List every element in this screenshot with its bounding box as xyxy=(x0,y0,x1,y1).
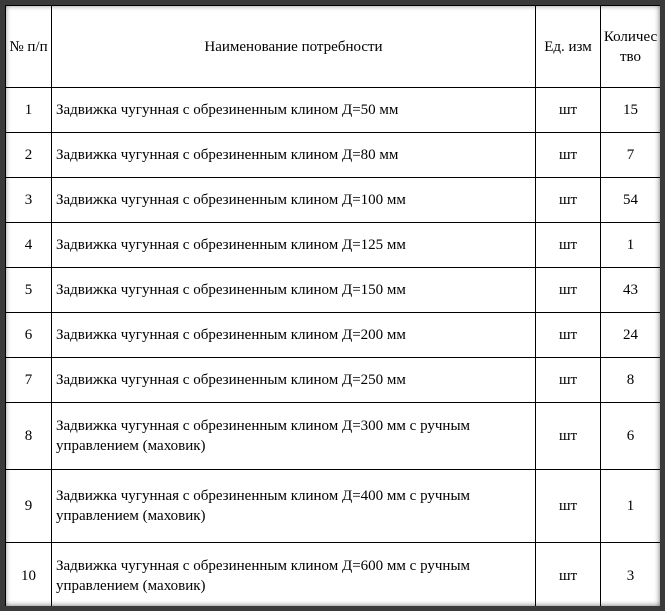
table-row xyxy=(6,178,661,223)
table-row xyxy=(6,543,661,609)
row-num: 7 xyxy=(6,358,52,403)
row-qty: 43 xyxy=(601,268,661,313)
row-name: Задвижка чугунная с обрезиненным клином Д=400 мм с ручным управлением (маховик) xyxy=(52,470,536,543)
table-row xyxy=(6,88,661,133)
row-qty: 7 xyxy=(601,133,661,178)
row-qty: 6 xyxy=(601,403,661,470)
row-num: 10 xyxy=(6,543,52,609)
table-row xyxy=(6,403,661,470)
row-unit: шт xyxy=(536,223,601,268)
row-unit: шт xyxy=(536,358,601,403)
row-num: 6 xyxy=(6,313,52,358)
row-name: Задвижка чугунная с обрезиненным клином Д=125 мм xyxy=(52,223,536,268)
row-unit: шт xyxy=(536,133,601,178)
row-qty: 1 xyxy=(601,223,661,268)
header-num: № п/п xyxy=(6,6,52,88)
row-name: Задвижка чугунная с обрезиненным клином Д=50 мм xyxy=(52,88,536,133)
row-unit: шт xyxy=(536,178,601,223)
row-name: Задвижка чугунная с обрезиненным клином Д=80 мм xyxy=(52,133,536,178)
row-name: Задвижка чугунная с обрезиненным клином Д=100 мм xyxy=(52,178,536,223)
row-num: 5 xyxy=(6,268,52,313)
header-qty: Количество xyxy=(601,6,661,88)
row-num: 1 xyxy=(6,88,52,133)
requirements-table xyxy=(5,5,661,609)
row-num: 4 xyxy=(6,223,52,268)
table-row xyxy=(6,223,661,268)
row-qty: 8 xyxy=(601,358,661,403)
row-num: 3 xyxy=(6,178,52,223)
row-unit: шт xyxy=(536,543,601,609)
row-unit: шт xyxy=(536,268,601,313)
table-row xyxy=(6,133,661,178)
row-name: Задвижка чугунная с обрезиненным клином Д=600 мм с ручным управлением (маховик) xyxy=(52,543,536,609)
row-unit: шт xyxy=(536,403,601,470)
row-qty: 1 xyxy=(601,470,661,543)
header-unit: Ед. изм xyxy=(536,6,601,88)
row-name: Задвижка чугунная с обрезиненным клином Д=200 мм xyxy=(52,313,536,358)
row-unit: шт xyxy=(536,313,601,358)
row-qty: 24 xyxy=(601,313,661,358)
row-num: 9 xyxy=(6,470,52,543)
header-row xyxy=(6,6,661,88)
table-row xyxy=(6,470,661,543)
row-unit: шт xyxy=(536,88,601,133)
table-row xyxy=(6,358,661,403)
row-name: Задвижка чугунная с обрезиненным клином Д=150 мм xyxy=(52,268,536,313)
row-num: 8 xyxy=(6,403,52,470)
row-name: Задвижка чугунная с обрезиненным клином Д=300 мм с ручным управлением (маховик) xyxy=(52,403,536,470)
row-qty: 3 xyxy=(601,543,661,609)
row-num: 2 xyxy=(6,133,52,178)
row-qty: 54 xyxy=(601,178,661,223)
table-row xyxy=(6,268,661,313)
row-unit: шт xyxy=(536,470,601,543)
row-name: Задвижка чугунная с обрезиненным клином Д=250 мм xyxy=(52,358,536,403)
table-row xyxy=(6,313,661,358)
header-name: Наименование потребности xyxy=(52,6,536,88)
row-qty: 15 xyxy=(601,88,661,133)
